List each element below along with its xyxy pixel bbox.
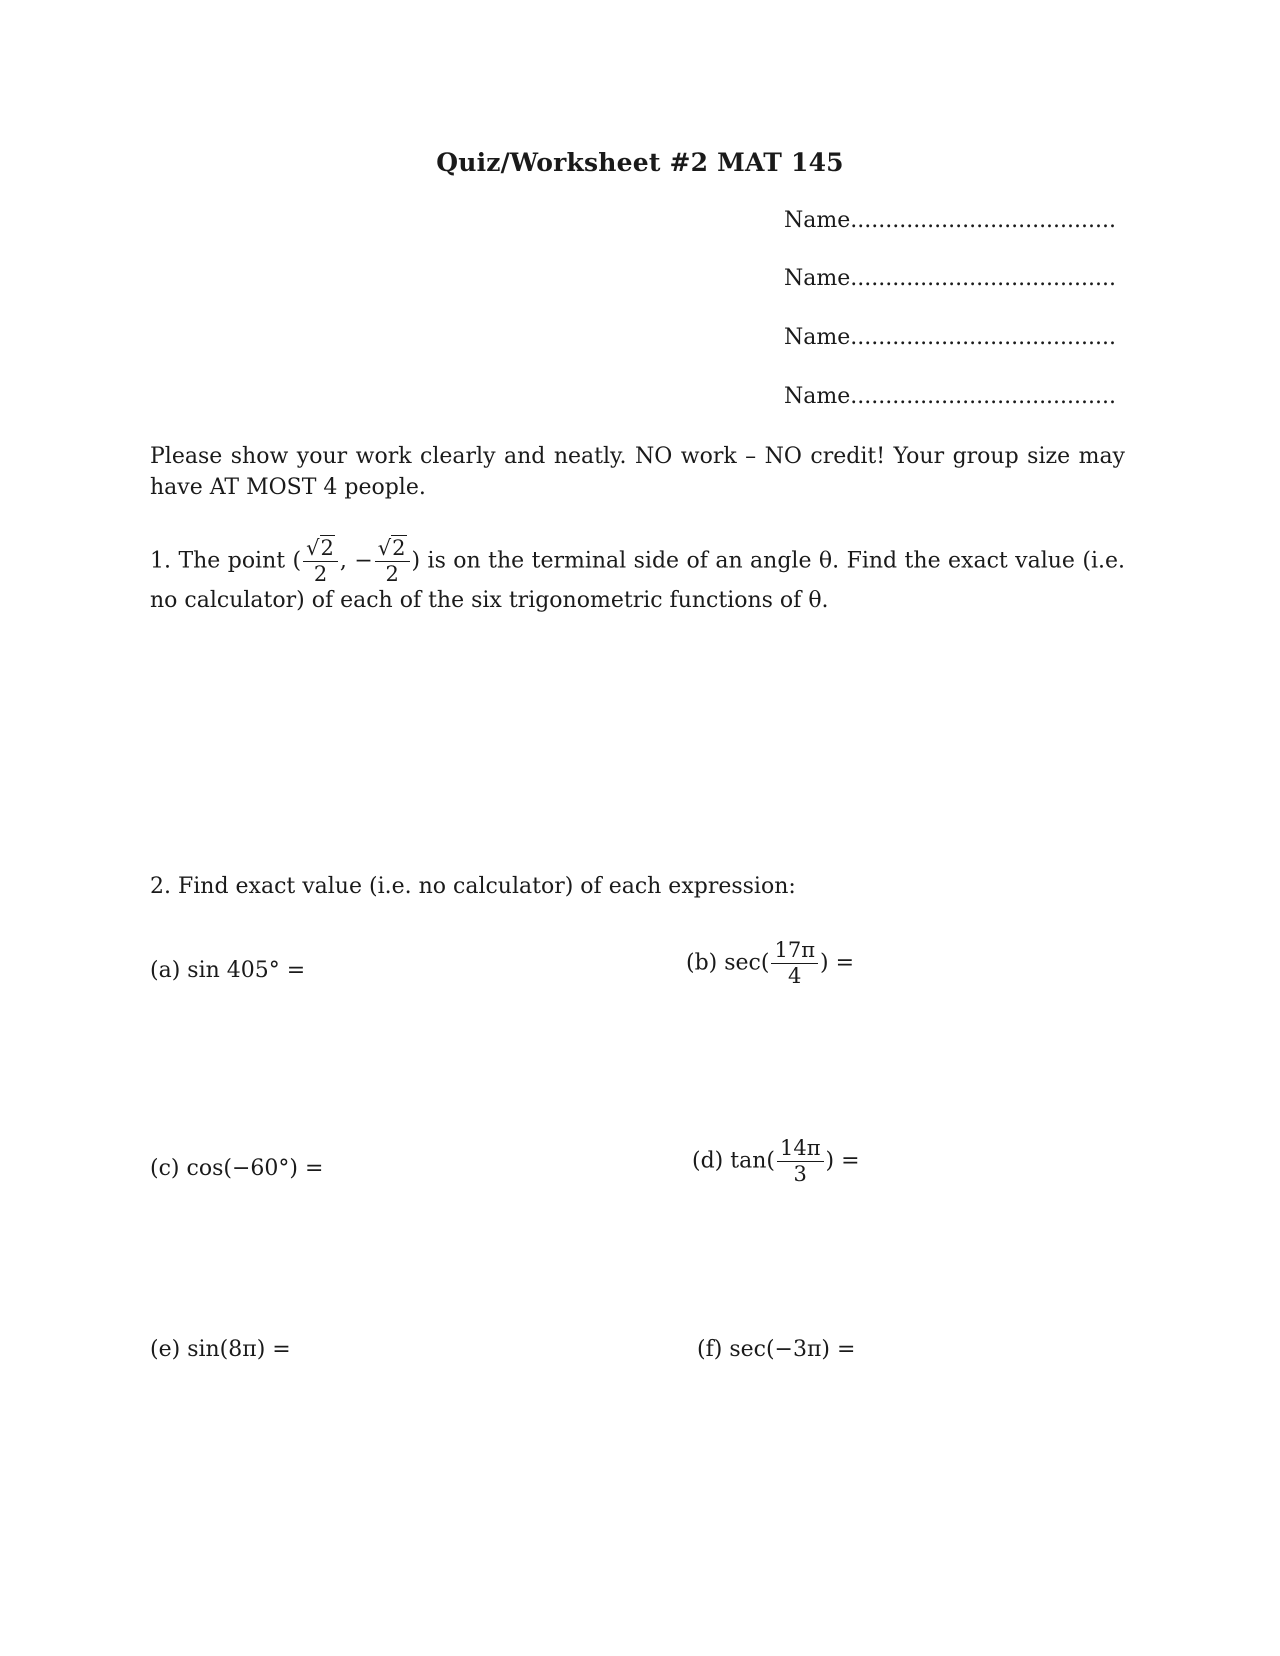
part-c-expression: cos(−60°) = [186, 1156, 324, 1181]
part-e-label: (e) [150, 1337, 181, 1362]
part-d [692, 1138, 860, 1185]
part-f-expression: sec(−3π) = [729, 1337, 856, 1362]
name-dots: ...................................... [850, 266, 1116, 291]
q1-number: 1. [150, 548, 171, 574]
sqrt-radicand: 2 [320, 536, 334, 560]
sqrt-radicand: 2 [392, 536, 406, 560]
part-a-expression: sin 405° = [187, 958, 306, 983]
question-1 [150, 538, 1125, 616]
fraction-denominator: 2 [313, 562, 328, 586]
fraction-x: $\frac{√2}{2}$ [303, 538, 338, 585]
part-d-func: tan( [730, 1148, 775, 1174]
name-field-2[interactable] [784, 266, 1124, 291]
name-label: Name [784, 208, 851, 233]
part-e [150, 1337, 291, 1362]
part-a [150, 958, 305, 983]
name-label: Name [784, 384, 851, 409]
part-b [686, 940, 854, 987]
part-e-expression: sin(8π) = [187, 1337, 291, 1362]
question-2-intro: 2. Find exact value (i.e. no calculator) of each expression: [150, 874, 796, 899]
name-field-1[interactable] [784, 208, 1124, 233]
part-b-fraction [771, 940, 818, 987]
fraction-y: $\frac{√2}{2}$ [375, 538, 410, 585]
name-label: Name [784, 325, 851, 350]
part-d-close: ) = [825, 1148, 860, 1174]
q1-text-after: ) is on the terminal side of an angle θ. Find the exact value (i.e. no calculator) of each of the six trigonometric functions of θ. [150, 548, 1125, 613]
part-b-close: ) = [820, 950, 855, 976]
name-dots: ...................................... [850, 208, 1116, 233]
q1-text-before: The point ( [178, 548, 302, 574]
instructions: Please show your work clearly and neatly. NO work – NO credit! Your group size may have AT MOST 4 people. [150, 444, 1125, 500]
fraction-denominator: 2 [385, 562, 399, 586]
part-f-label: (f) [697, 1337, 723, 1362]
part-b-func: sec( [724, 950, 770, 976]
part-f [697, 1337, 855, 1362]
name-field-3[interactable] [784, 325, 1124, 350]
q1-comma-minus: , − [339, 548, 373, 574]
part-b-label: (b) [686, 950, 718, 976]
part-d-numerator: 14π [777, 1138, 824, 1162]
part-b-denominator: 4 [788, 964, 802, 988]
part-d-label: (d) [692, 1148, 724, 1174]
part-d-fraction [777, 1138, 824, 1185]
part-b-numerator: 17π [771, 940, 818, 964]
part-d-denominator: 3 [793, 1162, 807, 1186]
name-dots: ...................................... [850, 325, 1116, 350]
part-a-label: (a) [150, 958, 181, 983]
page-title: Quiz/Worksheet #2 MAT 145 [436, 148, 844, 177]
name-label: Name [784, 266, 851, 291]
part-c [150, 1156, 323, 1181]
part-c-label: (c) [150, 1156, 180, 1181]
name-dots: ...................................... [850, 384, 1116, 409]
name-field-4[interactable] [784, 384, 1124, 409]
